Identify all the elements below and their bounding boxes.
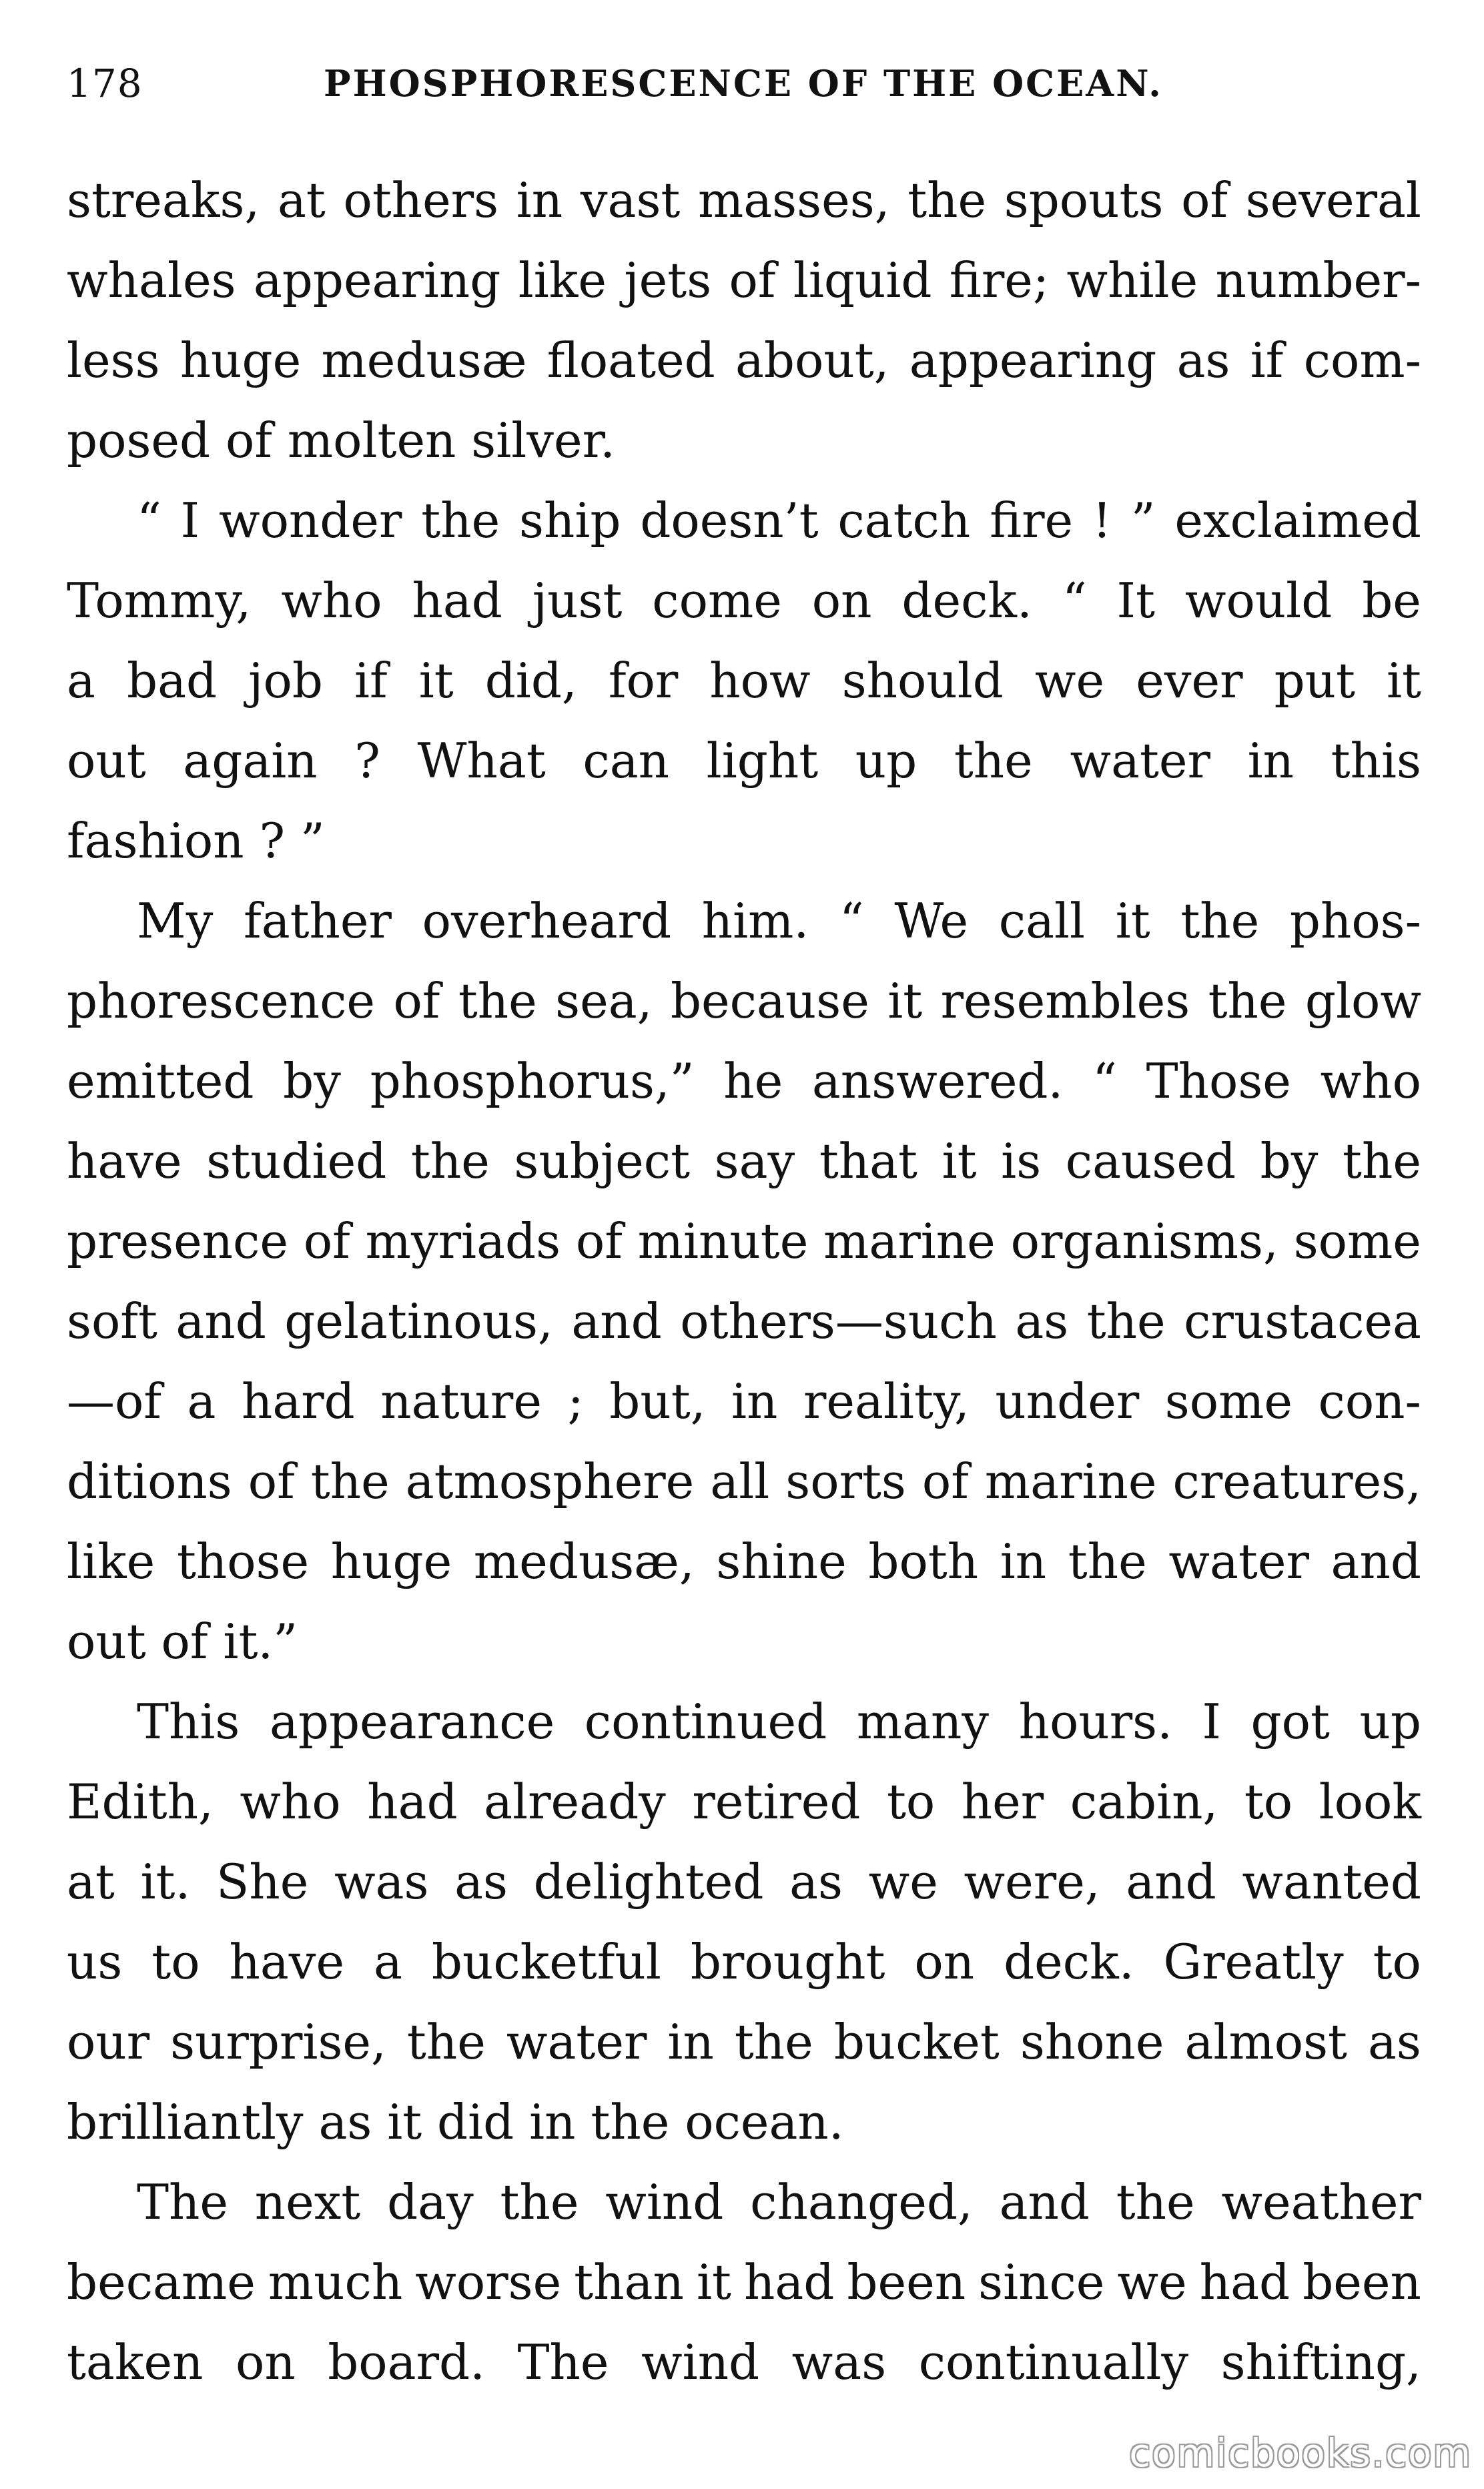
- text-line: became much worse than it had been since we had been: [67, 2254, 1421, 2310]
- text-line: our surprise, the water in the bucket shone almost as: [67, 2014, 1421, 2070]
- watermark: comicbooks.com: [1129, 2430, 1472, 2476]
- text-line: posed of molten silver.: [67, 412, 615, 468]
- text-line: The next day the wind changed, and the weather: [137, 2174, 1421, 2230]
- text-line: fashion ? ”: [67, 813, 325, 869]
- page-header: [67, 53, 1421, 113]
- text-line: taken on board. The wind was continually shifting,: [67, 2334, 1421, 2390]
- text-line: brilliantly as it did in the ocean.: [67, 2094, 844, 2150]
- text-line: out of it.”: [67, 1614, 298, 1670]
- text-line: “ I wonder the ship doesn’t catch fire ! ” exclaimed: [137, 492, 1421, 549]
- body-text: [67, 160, 1421, 2402]
- text-line: Tommy, who had just come on deck. “ It would be: [67, 573, 1421, 629]
- text-line: emitted by phosphorus,” he answered. “ Those who: [67, 1053, 1421, 1109]
- text-line: us to have a bucketful brought on deck. Greatly to: [67, 1934, 1421, 1990]
- text-line: ditions of the atmosphere all sorts of marine creatures,: [67, 1453, 1421, 1509]
- text-line: streaks, at others in vast masses, the spouts of several: [67, 172, 1421, 228]
- text-line: at it. She was as delighted as we were, and wanted: [67, 1854, 1421, 1910]
- text-line: Edith, who had already retired to her cabin, to look: [67, 1774, 1421, 1830]
- text-line: My father overheard him. “ We call it the phos-: [137, 893, 1421, 949]
- running-head: PHOSPHORESCENCE OF THE OCEAN.: [324, 62, 1163, 105]
- text-line: out again ? What can light up the water in this: [67, 733, 1421, 789]
- text-line: presence of myriads of minute marine organisms, some: [67, 1213, 1421, 1269]
- text-line: This appearance continued many hours. I got up: [137, 1694, 1421, 1750]
- text-line: phorescence of the sea, because it resembles the glow: [67, 973, 1421, 1029]
- page-number: 178: [67, 61, 143, 106]
- text-line: whales appearing like jets of liquid fire; while number-: [67, 252, 1421, 308]
- text-line: —of a hard nature ; but, in reality, under some con-: [67, 1373, 1421, 1429]
- text-line: have studied the subject say that it is caused by the: [67, 1133, 1421, 1189]
- text-line: less huge medusæ floated about, appearing as if com-: [67, 332, 1421, 388]
- text-line: a bad job if it did, for how should we ever put it: [67, 653, 1421, 709]
- text-line: soft and gelatinous, and others—such as the crustacea: [67, 1293, 1421, 1349]
- text-line: like those huge medusæ, shine both in the water and: [67, 1533, 1421, 1589]
